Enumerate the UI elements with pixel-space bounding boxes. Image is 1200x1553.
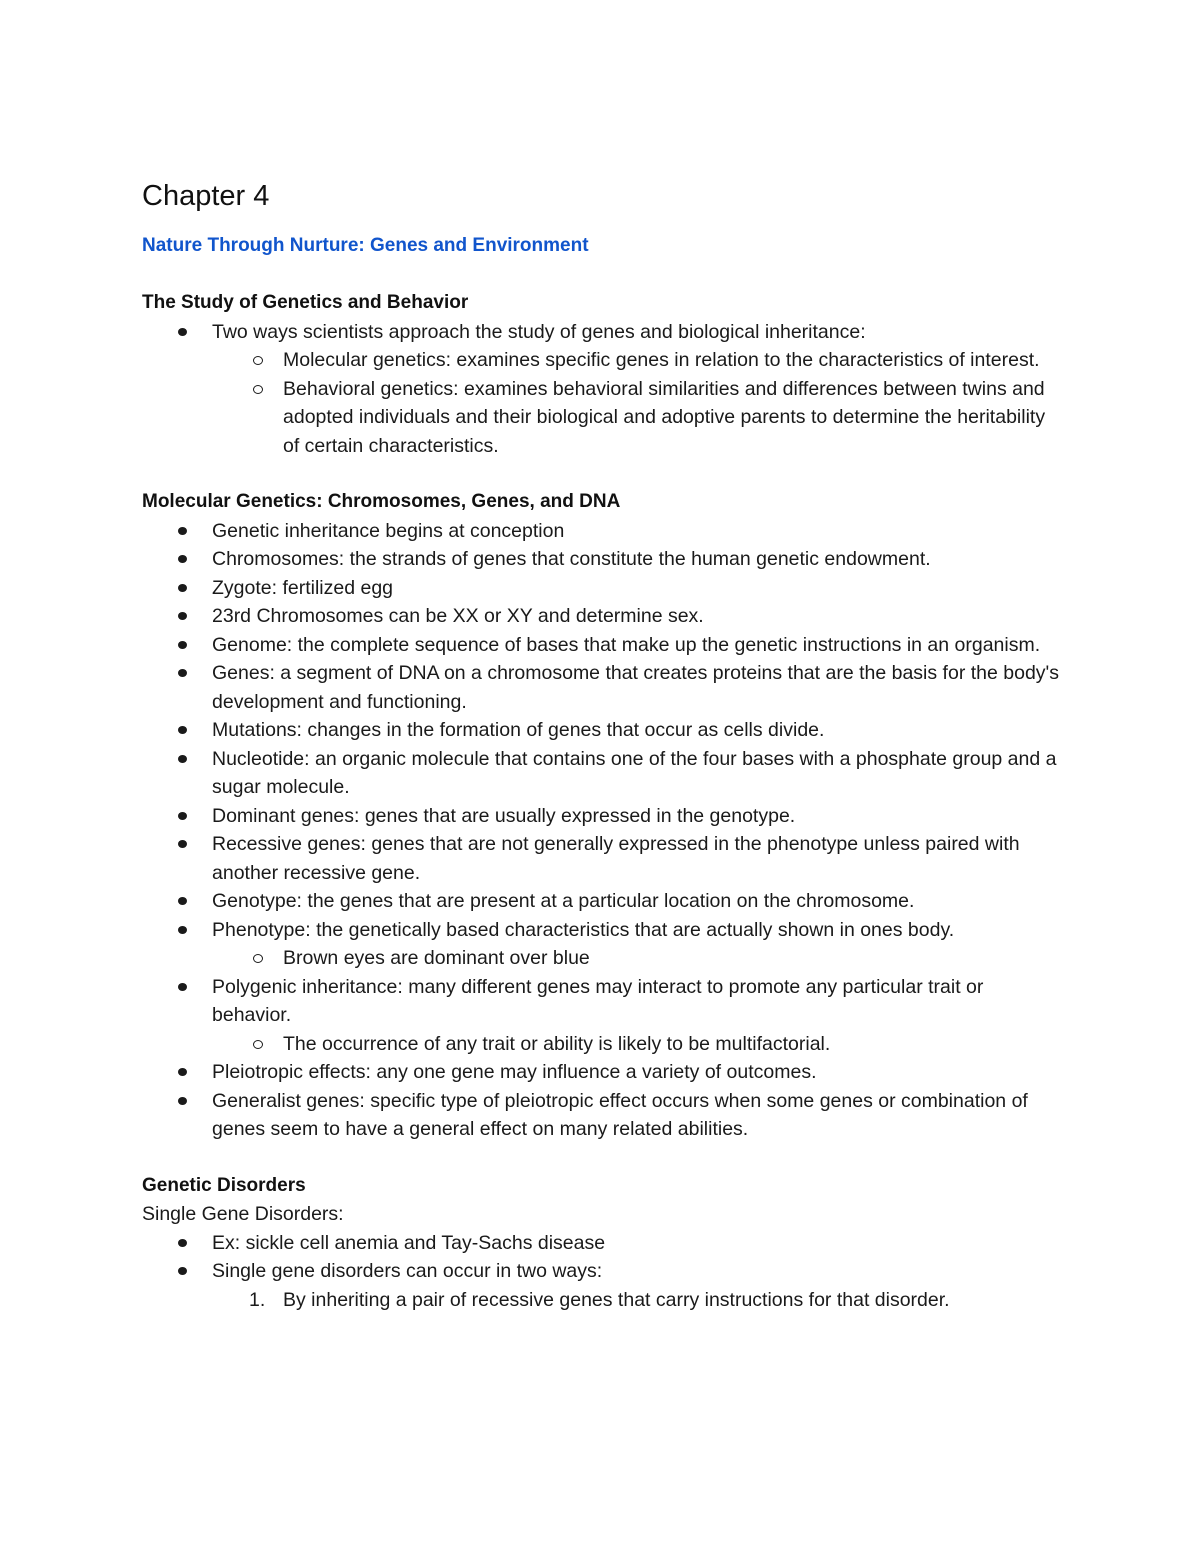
bullet-list xyxy=(142,1229,1062,1315)
bullet-circle xyxy=(253,1040,263,1049)
bullet-dot xyxy=(178,755,187,763)
list-item: Genes: a segment of DNA on a chromosome that creates proteins that are the basis for the body's development and functioning. xyxy=(142,659,1062,716)
list-item: Mutations: changes in the formation of genes that occur as cells divide. xyxy=(142,716,1062,745)
bullet-dot xyxy=(178,983,187,991)
list-item: Zygote: fertilized egg xyxy=(142,574,1062,603)
sub-list-item: The occurrence of any trait or ability is likely to be multifactorial. xyxy=(212,1030,1062,1059)
numbered-list-item: 1. By inheriting a pair of recessive genes that carry instructions for that disorder. xyxy=(212,1286,1062,1315)
bullet-dot xyxy=(178,1068,187,1076)
document-page xyxy=(142,178,1062,1314)
sub-list-item: Molecular genetics: examines specific genes in relation to the characteristics of interest. xyxy=(212,346,1062,375)
bullet-dot xyxy=(178,726,187,734)
chapter-title: Chapter 4 xyxy=(142,180,270,212)
bullet-circle xyxy=(253,385,263,394)
list-item: Two ways scientists approach the study of genes and biological inheritance: Molecular genetics: examines specific genes in relation to the characteristics of interest. Behavioral genetics: examines behavioral similarities and differences between twins and adopted individuals and their biological and adoptive parents to determine the heritability of certain characteristics. xyxy=(142,318,1062,461)
bullet-list xyxy=(142,318,1062,461)
bullet-circle xyxy=(253,954,263,963)
section-heading: Genetic Disorders xyxy=(142,1174,306,1196)
bullet-dot xyxy=(178,328,187,336)
numbered-sub-list xyxy=(142,1286,1062,1315)
bullet-dot xyxy=(178,897,187,905)
sub-list xyxy=(142,346,1062,460)
section-intro: Single Gene Disorders: xyxy=(142,1203,344,1225)
list-item: Single gene disorders can occur in two ways: 1. By inheriting a pair of recessive genes that carry instructions for that disorder. xyxy=(142,1257,1062,1314)
bullet-dot xyxy=(178,641,187,649)
list-item: Generalist genes: specific type of pleiotropic effect occurs when some genes or combination of genes seem to have a general effect on many related abilities. xyxy=(142,1087,1062,1144)
list-number: 1. xyxy=(249,1288,266,1311)
list-item: Genotype: the genes that are present at a particular location on the chromosome. xyxy=(142,887,1062,916)
sub-list xyxy=(142,1030,1062,1059)
list-item: Genome: the complete sequence of bases that make up the genetic instructions in an organism. xyxy=(142,631,1062,660)
list-item: Chromosomes: the strands of genes that constitute the human genetic endowment. xyxy=(142,545,1062,574)
section-heading: The Study of Genetics and Behavior xyxy=(142,292,469,313)
bullet-dot xyxy=(178,584,187,592)
bullet-dot xyxy=(178,1239,187,1247)
list-item: 23rd Chromosomes can be XX or XY and determine sex. xyxy=(142,602,1062,631)
bullet-dot xyxy=(178,669,187,677)
list-item: Phenotype: the genetically based characteristics that are actually shown in ones body. Brown eyes are dominant over blue xyxy=(142,916,1062,973)
list-item: Ex: sickle cell anemia and Tay-Sachs disease xyxy=(142,1229,1062,1258)
bullet-dot xyxy=(178,612,187,620)
bullet-dot xyxy=(178,1267,187,1275)
bullet-dot xyxy=(178,840,187,848)
sub-list-item: Brown eyes are dominant over blue xyxy=(212,944,1062,973)
bullet-dot xyxy=(178,555,187,563)
list-item: Nucleotide: an organic molecule that contains one of the four bases with a phosphate group and a sugar molecule. xyxy=(142,745,1062,802)
list-item: Pleiotropic effects: any one gene may influence a variety of outcomes. xyxy=(142,1058,1062,1087)
bullet-dot xyxy=(178,1097,187,1105)
bullet-dot xyxy=(178,812,187,820)
section-heading: Molecular Genetics: Chromosomes, Genes, and DNA xyxy=(142,491,621,512)
list-item: Genetic inheritance begins at conception xyxy=(142,517,1062,546)
list-item: Dominant genes: genes that are usually expressed in the genotype. xyxy=(142,802,1062,831)
bullet-dot xyxy=(178,527,187,535)
list-item: Polygenic inheritance: many different genes may interact to promote any particular trait or behavior. The occurrence of any trait or ability is likely to be multifactorial. xyxy=(142,973,1062,1059)
list-item: Recessive genes: genes that are not generally expressed in the phenotype unless paired with another recessive gene. xyxy=(142,830,1062,887)
bullet-dot xyxy=(178,926,187,934)
sub-list-item: Behavioral genetics: examines behavioral similarities and differences between twins and adopted individuals and their biological and adoptive parents to determine the heritability of certain characteristics. xyxy=(212,375,1062,461)
chapter-subtitle: Nature Through Nurture: Genes and Environment xyxy=(142,235,589,256)
sub-list xyxy=(142,944,1062,973)
bullet-circle xyxy=(253,356,263,365)
bullet-list xyxy=(142,517,1062,1144)
